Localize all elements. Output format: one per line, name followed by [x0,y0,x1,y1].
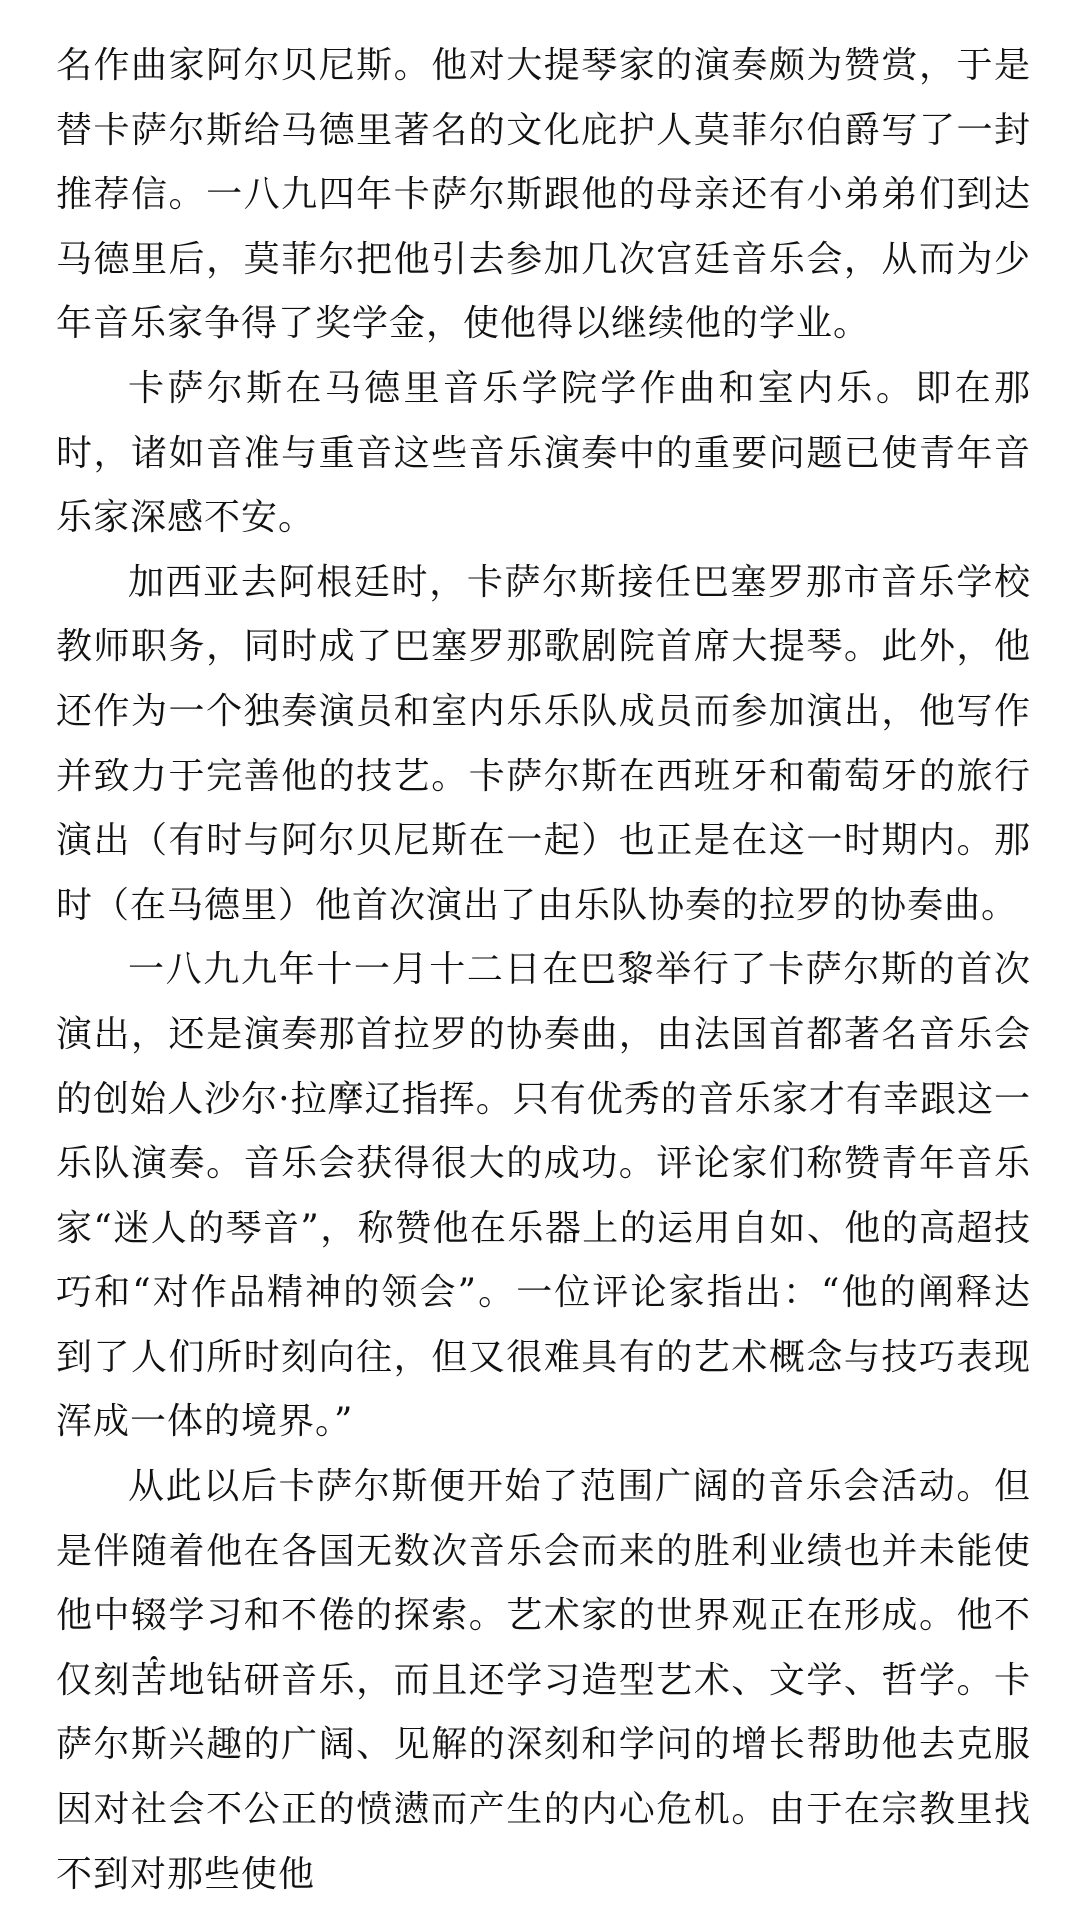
page-text [56,34,1031,1907]
paragraph-3: 加西亚去阿根廷时，卡萨尔斯接任巴塞罗那市音乐学校教师职务，同时成了巴塞罗那歌剧院首席大提琴。此外，他还作为一个独奏演员和室内乐乐队成员而参加演出，他写作并致力于完善他的技艺。卡萨尔斯在西班牙和葡萄牙的旅行演出（有时与阿尔贝尼斯在一起）也正是在这一时期内。那时（在马德里）他首次演出了由乐队协奏的拉罗的协奏曲。 [56,561,1031,926]
paragraph-2: 卡萨尔斯在马德里音乐学院学作曲和室内乐。即在那时，诸如音准与重音这些音乐演奏中的重要问题已使青年音乐家深感不安。 [56,367,1031,539]
page-fragment-mark [150,1656,158,1669]
paragraph-1: 名作曲家阿尔贝尼斯。他对大提琴家的演奏颇为赞赏，于是替卡萨尔斯给马德里著名的文化庇护人莫菲尔伯爵写了一封推荐信。一八九四年卡萨尔斯跟他的母亲还有小弟弟们到达马德里后，莫菲尔把他引去参加几次宫廷音乐会，从而为少年音乐家争得了奖学金，使他得以继续他的学业。 [56,45,1031,345]
paragraph-4: 一八九九年十一月十二日在巴黎举行了卡萨尔斯的首次演出，还是演奏那首拉罗的协奏曲，由法国首都著名音乐会的创始人沙尔·拉摩辽指挥。只有优秀的音乐家才有幸跟这一乐队演奏。音乐会获得很大的成功。评论家们称赞青年音乐家“迷人的琴音”，称赞他在乐器上的运用自如、他的高超技巧和“对作品精神的领会”。一位评论家指出：“他的阐释达到了人们所时刻向往，但又很难具有的艺术概念与技巧表现浑成一体的境界。” [56,949,1031,1443]
paragraph-5: 从此以后卡萨尔斯便开始了范围广阔的音乐会活动。但是伴随着他在各国无数次音乐会而来的胜利业绩也并未能使他中辍学习和不倦的探索。艺术家的世界观正在形成。他不仅刻苦地钻研音乐，而且还学习造型艺术、文学、哲学。卡萨尔斯兴趣的广阔、见解的深刻和学问的增长帮助他去克服因对社会不公正的愤懑而产生的内心危机。由于在宗教里找不到对那些使他 [56,1466,1031,1895]
